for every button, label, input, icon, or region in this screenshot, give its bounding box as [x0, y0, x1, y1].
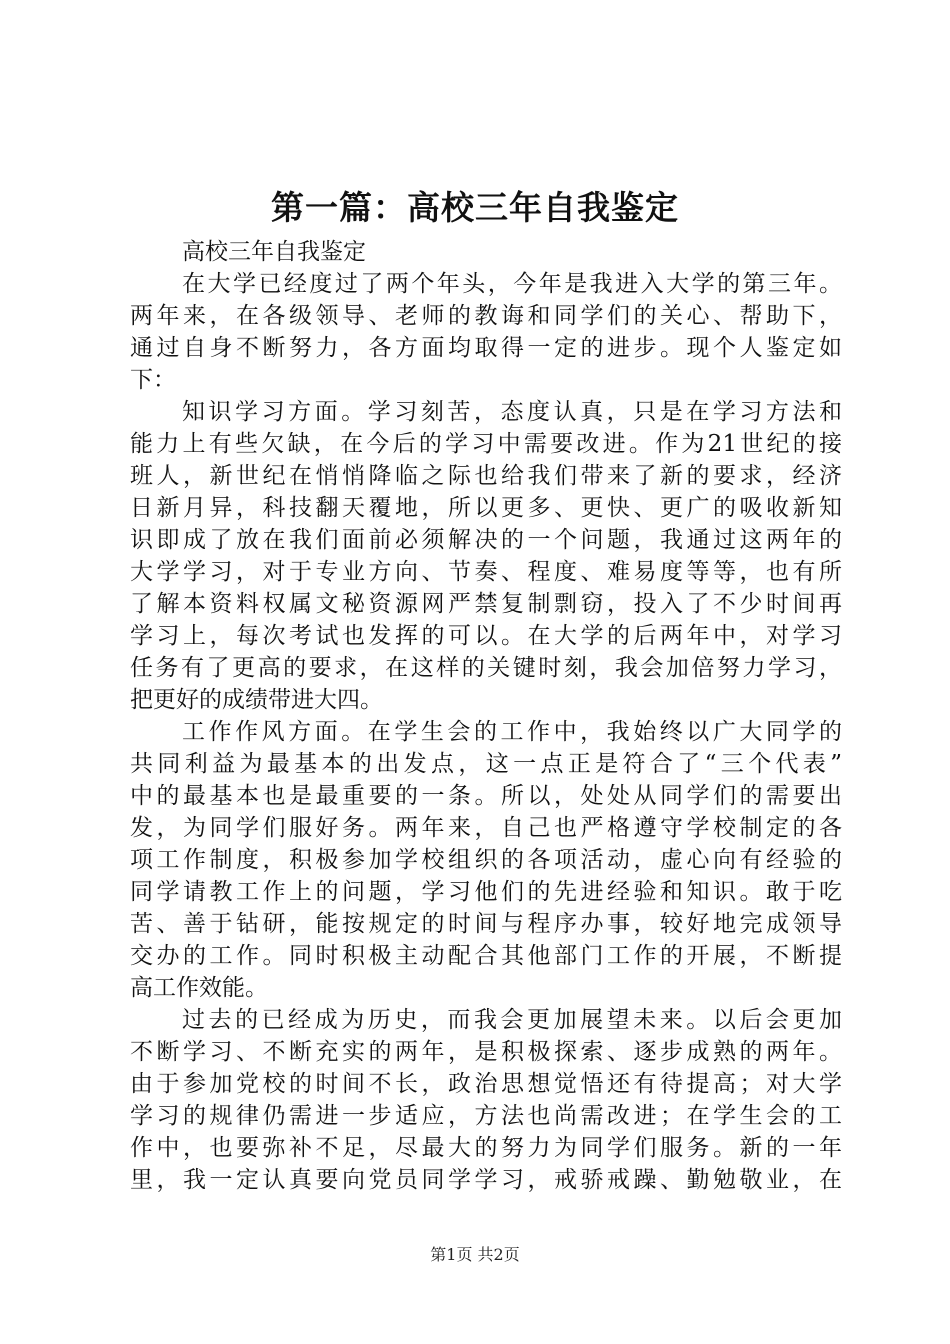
text-line: 共同利益为最基本的出发点，这一点正是符合了“三个代表” [130, 751, 842, 777]
text-line: 发，为同学们服好务。两年来，自己也严格遵守学校制定的各 [130, 815, 842, 841]
text-line: 在大学已经度过了两个年头，今年是我进入大学的第三年。 [182, 271, 842, 297]
text-line: 下： [130, 367, 176, 393]
text-line: 把更好的成绩带进大四。 [130, 687, 383, 713]
text-line: 不断学习、不断充实的两年，是积极探索、逐步成熟的两年。 [130, 1039, 842, 1065]
text-line: 大学学习，对于专业方向、节奏、程度、难易度等等，也有所 [130, 559, 842, 585]
text-line: 高工作效能。 [130, 975, 268, 1001]
text-line: 过去的已经成为历史，而我会更加展望未来。以后会更加 [182, 1007, 842, 1033]
text-line: 由于参加党校的时间不长，政治思想觉悟还有待提高；对大学 [130, 1071, 842, 1097]
text-line: 识即成了放在我们面前必须解决的一个问题，我通过这两年的 [130, 527, 842, 553]
text-line: 中的最基本也是最重要的一条。所以，处处从同学们的需要出 [130, 783, 842, 809]
document-title: 第一篇：高校三年自我鉴定 [271, 188, 679, 227]
text-line: 日新月异，科技翻天覆地，所以更多、更快、更广的吸收新知 [130, 495, 842, 521]
text-line: 能力上有些欠缺，在今后的学习中需要改进。作为21世纪的接 [130, 431, 842, 457]
page-number-footer: 第1页 共2页 [430, 1245, 520, 1264]
text-line: 任务有了更高的要求，在这样的关键时刻，我会加倍努力学习， [130, 655, 842, 681]
text-line: 项工作制度，积极参加学校组织的各项活动，虚心向有经验的 [130, 847, 842, 873]
text-line: 里，我一定认真要向党员同学学习，戒骄戒躁、勤勉敬业，在 [130, 1167, 842, 1193]
text-line: 通过自身不断努力，各方面均取得一定的进步。现个人鉴定如 [130, 335, 842, 361]
text-line: 了解本资料权属文秘资源网严禁复制剽窃，投入了不少时间再 [130, 591, 842, 617]
text-line: 班人，新世纪在悄悄降临之际也给我们带来了新的要求，经济 [130, 463, 842, 489]
subtitle-line: 高校三年自我鉴定 [182, 239, 366, 265]
text-line: 学习的规律仍需进一步适应，方法也尚需改进；在学生会的工 [130, 1103, 842, 1129]
text-line: 交办的工作。同时积极主动配合其他部门工作的开展，不断提 [130, 943, 842, 969]
text-line: 学习上，每次考试也发挥的可以。在大学的后两年中，对学习 [130, 623, 842, 649]
text-line: 工作作风方面。在学生会的工作中，我始终以广大同学的 [182, 719, 842, 745]
text-line: 苦、善于钻研，能按规定的时间与程序办事，较好地完成领导 [130, 911, 842, 937]
text-line: 两年来，在各级领导、老师的教诲和同学们的关心、帮助下， [130, 303, 842, 329]
text-line: 作中，也要弥补不足，尽最大的努力为同学们服务。新的一年 [130, 1135, 842, 1161]
document-body [130, 236, 842, 1196]
text-line: 知识学习方面。学习刻苦，态度认真，只是在学习方法和 [182, 399, 842, 425]
text-line: 同学请教工作上的问题，学习他们的先进经验和知识。敢于吃 [130, 879, 842, 905]
